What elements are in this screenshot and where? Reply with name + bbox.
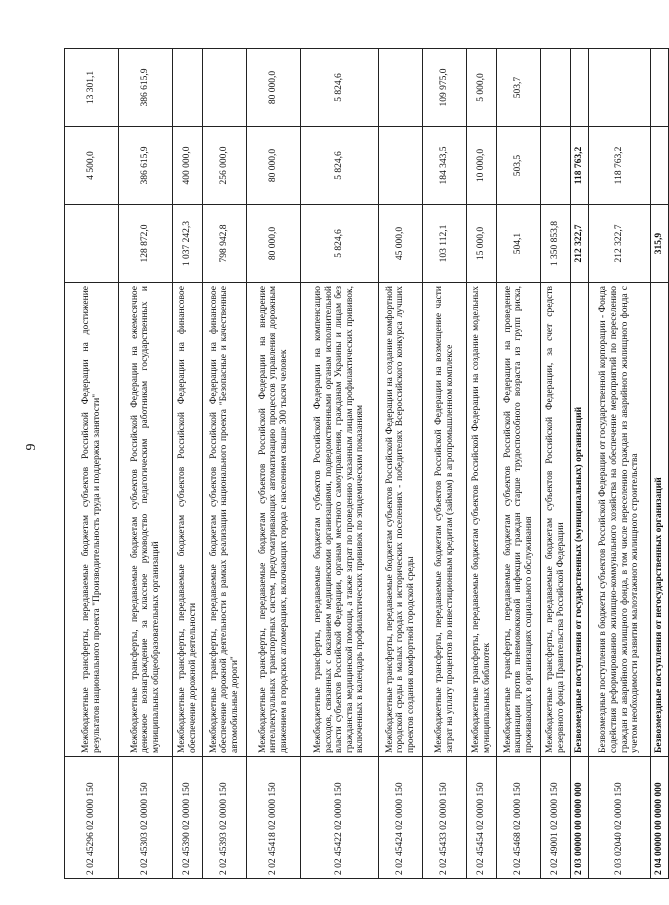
row-value-3 — [173, 49, 203, 127]
row-code: 2 02 45468 02 0000 150 — [497, 757, 541, 879]
row-value-2: 503,5 — [497, 127, 541, 205]
row-value-3 — [571, 49, 589, 127]
row-description: Межбюджетные трансферты, передаваемые бюджетам субъектов Российской Федерации на внедрение интеллектуальных транспортных систем, предусматривающих автоматизацию процессов управления дорожным движением в городских агломерациях, включающих города с населением свыше 300 тысяч человек — [247, 283, 301, 757]
row-value-1: 80 000,0 — [247, 205, 301, 283]
row-code: 2 02 45418 02 0000 150 — [247, 757, 301, 879]
row-value-3: 386 615,9 — [119, 49, 173, 127]
row-description: Межбюджетные трансферты, передаваемые бюджетам субъектов Российской Федерации на ежемесячное денежное вознаграждение за классное руководство педагогическим работникам государственных и муниципальных общеобразовательных организаций — [119, 283, 173, 757]
row-value-1: 212 322,7 — [571, 205, 589, 283]
table-row — [497, 49, 541, 879]
row-value-2: 118 763,2 — [589, 127, 651, 205]
row-value-1: 45 000,0 — [379, 205, 423, 283]
table-row — [173, 49, 203, 879]
row-code: 2 02 45393 02 0000 150 — [203, 757, 247, 879]
row-value-2: 4 500,0 — [65, 127, 119, 205]
table-row — [379, 49, 423, 879]
row-code: 2 03 00000 00 0000 000 — [571, 757, 589, 879]
table-row — [65, 49, 119, 879]
row-value-2: 10 000,0 — [467, 127, 497, 205]
table-row — [247, 49, 301, 879]
row-code: 2 02 45303 02 0000 150 — [119, 757, 173, 879]
row-value-3 — [203, 49, 247, 127]
row-value-3: 13 301,1 — [65, 49, 119, 127]
row-value-2 — [379, 127, 423, 205]
row-value-2: 400 000,0 — [173, 127, 203, 205]
row-value-2 — [541, 127, 571, 205]
row-value-3 — [541, 49, 571, 127]
row-code: 2 02 45390 02 0000 150 — [173, 757, 203, 879]
row-code: 2 02 45422 02 0000 150 — [301, 757, 379, 879]
row-value-2: 184 343,5 — [423, 127, 467, 205]
row-value-2: 80 000,0 — [247, 127, 301, 205]
row-value-1: 1 037 242,3 — [173, 205, 203, 283]
row-code: 2 02 45424 02 0000 150 — [379, 757, 423, 879]
row-description: Межбюджетные трансферты, передаваемые бюджетам субъектов Российской Федерации на возмещение части затрат на уплату процентов по инвестиционным кредитам (займам) в агропромышленном комплексе — [423, 283, 467, 757]
row-value-1: 1 350 853,8 — [541, 205, 571, 283]
row-value-2: 256 000,0 — [203, 127, 247, 205]
row-description: Безвозмездные поступления от государственных (муниципальных) организаций — [571, 283, 589, 757]
row-value-1: 504,1 — [497, 205, 541, 283]
table-row — [467, 49, 497, 879]
row-description: Межбюджетные трансферты, передаваемые бюджетам субъектов Российской Федерации на проведение вакцинации против пневмококковой инфекции граждан старше трудоспособного возраста из групп риска, проживающих в организациях социального обслуживания — [497, 283, 541, 757]
budget-table-sheet — [64, 49, 665, 879]
row-value-3: 109 975,0 — [423, 49, 467, 127]
row-value-1: 15 000,0 — [467, 205, 497, 283]
row-code: 2 02 45433 02 0000 150 — [423, 757, 467, 879]
row-code: 2 03 02040 02 0000 150 — [589, 757, 651, 879]
row-code: 2 04 00000 00 0000 000 — [651, 757, 669, 879]
row-description: Межбюджетные трансферты, передаваемые бюджетам субъектов Российской Федерации на финансовое обеспечение дорожной деятельности в рамках реализации национального проекта "Безопасные и качественные автомобильные дороги" — [203, 283, 247, 757]
row-value-1: 798 942,8 — [203, 205, 247, 283]
table-row — [203, 49, 247, 879]
row-description: Безвозмездные поступления от негосударственных организаций — [651, 283, 669, 757]
row-value-2: 386 615,9 — [119, 127, 173, 205]
row-value-1 — [65, 205, 119, 283]
row-code: 2 02 45454 02 0000 150 — [467, 757, 497, 879]
row-value-1: 212 322,7 — [589, 205, 651, 283]
row-description: Межбюджетные трансферты, передаваемые бюджетам субъектов Российской Федерации на компенсацию расходов, связанных с оказанием медицинскими организациями, подведомственными органам исполнительной власти субъектов Российской Федерации, органам местного самоуправления, гражданам Украины и лицам без гражданства медицинской помощи, а также затрат по проведению указанным лицам профилактических прививок, включенных в календарь профилактических прививок по эпидемическим показаниям — [301, 283, 379, 757]
row-value-1: 103 112,1 — [423, 205, 467, 283]
row-value-2: 118 763,2 — [571, 127, 589, 205]
row-description: Межбюджетные трансферты, передаваемые бюджетам субъектов Российской Федерации, за счет средств резервного фонда Правительства Российской Федерации — [541, 283, 571, 757]
row-code: 2 02 49001 02 0000 150 — [541, 757, 571, 879]
row-description: Безвозмездные поступления в бюджеты субъектов Российской Федерации от государственной корпорации - Фонда содействия реформированию жилищно-коммунального хозяйства на обеспечение мероприятий по переселению граждан из аварийного жилищного фонда, в том числе переселению граждан из аварийного жилищного фонда с учетом необходимости развития малоэтажного жилищного строительства — [589, 283, 651, 757]
row-value-2 — [651, 127, 669, 205]
row-code: 2 02 45296 02 0000 150 — [65, 757, 119, 879]
row-value-3 — [379, 49, 423, 127]
table-row — [571, 49, 589, 879]
row-value-2: 5 824,6 — [301, 127, 379, 205]
row-value-3: 503,7 — [497, 49, 541, 127]
table-row — [119, 49, 173, 879]
page-number: 9 — [24, 443, 39, 451]
row-value-1: 315,9 — [651, 205, 669, 283]
row-description: Межбюджетные трансферты, передаваемые бюджетам субъектов Российской Федерации на создание модельных муниципальных библиотек — [467, 283, 497, 757]
row-value-3: 5 000,0 — [467, 49, 497, 127]
budget-revenue-table — [64, 48, 669, 879]
row-value-3 — [589, 49, 651, 127]
table-row — [651, 49, 669, 879]
row-description: Межбюджетные трансферты, передаваемые бюджетам субъектов Российской Федерации на создание комфортной городской среды в малых городах и исторических поселениях - победителях Всероссийского конкурса лучших проектов создания комфортной городской среды — [379, 283, 423, 757]
table-row — [423, 49, 467, 879]
row-value-1: 128 872,0 — [119, 205, 173, 283]
row-value-3: 5 824,6 — [301, 49, 379, 127]
row-value-1: 5 824,6 — [301, 205, 379, 283]
row-description: Межбюджетные трансферты, передаваемые бюджетам субъектов Российской Федерации на достижение результатов национального проекта "Производительность труда и поддержка занятости" — [65, 283, 119, 757]
row-value-3: 80 000,0 — [247, 49, 301, 127]
table-row — [541, 49, 571, 879]
row-value-3 — [651, 49, 669, 127]
table-row — [301, 49, 379, 879]
row-description: Межбюджетные трансферты, передаваемые бюджетам субъектов Российской Федерации на финансовое обеспечение дорожной деятельности — [173, 283, 203, 757]
table-body — [65, 49, 669, 879]
table-row — [589, 49, 651, 879]
